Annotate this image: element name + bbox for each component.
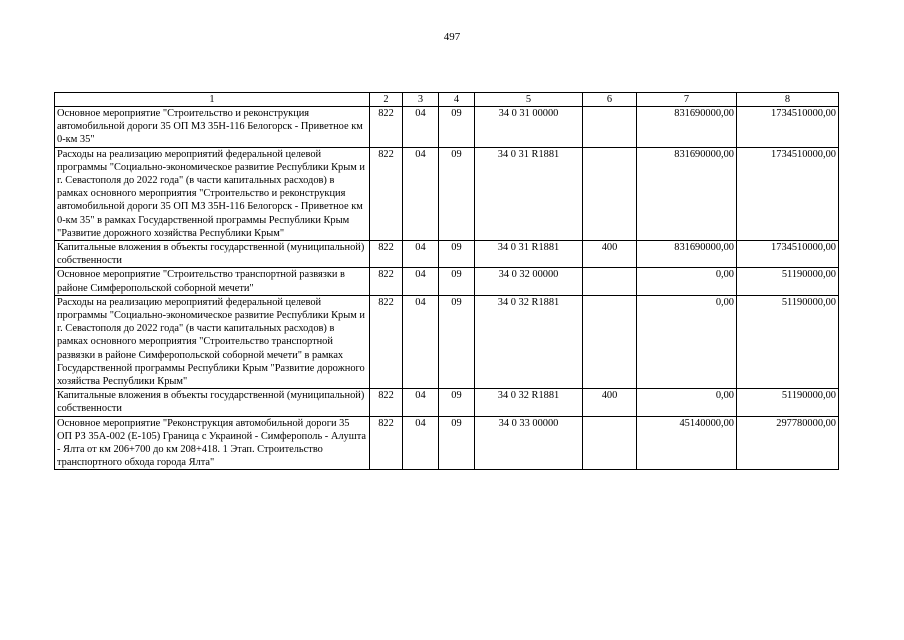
target-article-code: 34 0 31 00000 <box>475 107 583 148</box>
ministry-code: 822 <box>370 147 403 240</box>
subsection-code: 09 <box>439 416 475 470</box>
table-row <box>55 107 839 148</box>
amount-col-8: 51190000,00 <box>737 295 839 388</box>
target-article-code: 34 0 33 00000 <box>475 416 583 470</box>
expense-type-code <box>583 416 637 470</box>
subsection-code: 09 <box>439 241 475 268</box>
target-article-code: 34 0 32 00000 <box>475 268 583 295</box>
amount-col-8: 1734510000,00 <box>737 147 839 240</box>
amount-col-7: 831690000,00 <box>637 107 737 148</box>
amount-col-7: 831690000,00 <box>637 147 737 240</box>
expense-type-code <box>583 147 637 240</box>
section-code: 04 <box>403 147 439 240</box>
section-code: 04 <box>403 107 439 148</box>
item-name: Капитальные вложения в объекты государственной (муниципальной) собственности <box>55 389 370 416</box>
header-cell-7: 7 <box>637 93 737 107</box>
amount-col-7: 0,00 <box>637 295 737 388</box>
expense-type-code: 400 <box>583 389 637 416</box>
target-article-code: 34 0 31 R1881 <box>475 241 583 268</box>
ministry-code: 822 <box>370 107 403 148</box>
header-cell-6: 6 <box>583 93 637 107</box>
ministry-code: 822 <box>370 241 403 268</box>
section-code: 04 <box>403 389 439 416</box>
expense-type-code: 400 <box>583 241 637 268</box>
target-article-code: 34 0 32 R1881 <box>475 295 583 388</box>
expense-type-code <box>583 268 637 295</box>
ministry-code: 822 <box>370 416 403 470</box>
header-cell-1: 1 <box>55 93 370 107</box>
header-cell-8: 8 <box>737 93 839 107</box>
page-number: 497 <box>443 31 461 43</box>
header-row <box>55 93 839 107</box>
section-code: 04 <box>403 295 439 388</box>
item-name: Расходы на реализацию мероприятий федеральной целевой программы "Социально-экономическое развитие Республики Крым и г. Севастополя до 2022 года" (в части капитальных расходов) в рамках основного мероприятия "Строительство транспортной развязки в районе Симферопольской соборной мечети" в рамках Государственной программы Республики Крым "Развитие дорожного хозяйства Республики Крым" <box>55 295 370 388</box>
amount-col-7: 831690000,00 <box>637 241 737 268</box>
amount-col-7: 0,00 <box>637 268 737 295</box>
subsection-code: 09 <box>439 107 475 148</box>
table-row <box>55 389 839 416</box>
item-name: Основное мероприятие "Строительство и реконструкция автомобильной дороги 35 ОП МЗ 35Н-116 Белогорск - Приветное км 0-км 35" <box>55 107 370 148</box>
amount-col-7: 0,00 <box>637 389 737 416</box>
target-article-code: 34 0 31 R1881 <box>475 147 583 240</box>
section-code: 04 <box>403 241 439 268</box>
amount-col-8: 1734510000,00 <box>737 107 839 148</box>
item-name: Расходы на реализацию мероприятий федеральной целевой программы "Социально-экономическое развитие Республики Крым и г. Севастополя до 2022 года" (в части капитальных расходов) в рамках основного мероприятия "Строительство и реконструкция автомобильной дороги 35 ОП МЗ 35Н-116 Белогорск - Приветное км 0-км 35" в рамках Государственной программы Республики Крым "Развитие дорожного хозяйства Республики Крым" <box>55 147 370 240</box>
header-cell-4: 4 <box>439 93 475 107</box>
ministry-code: 822 <box>370 295 403 388</box>
ministry-code: 822 <box>370 268 403 295</box>
item-name: Основное мероприятие "Строительство транспортной развязки в районе Симферопольской соборной мечети" <box>55 268 370 295</box>
header-cell-2: 2 <box>370 93 403 107</box>
header-cell-5: 5 <box>475 93 583 107</box>
table-row <box>55 416 839 470</box>
subsection-code: 09 <box>439 147 475 240</box>
section-code: 04 <box>403 416 439 470</box>
subsection-code: 09 <box>439 389 475 416</box>
budget-table <box>54 92 839 470</box>
table-row <box>55 147 839 240</box>
section-code: 04 <box>403 268 439 295</box>
amount-col-8: 51190000,00 <box>737 268 839 295</box>
amount-col-8: 1734510000,00 <box>737 241 839 268</box>
item-name: Основное мероприятие "Реконструкция автомобильной дороги 35 ОП РЗ 35А-002 (Е-105) Граница с Украиной - Симферополь - Алушта - Ялта от км 206+700 до км 208+418. 1 Этап. Строительство транспортного обхода города Ялта" <box>55 416 370 470</box>
header-cell-3: 3 <box>403 93 439 107</box>
table-row <box>55 268 839 295</box>
ministry-code: 822 <box>370 389 403 416</box>
table-row <box>55 241 839 268</box>
amount-col-8: 297780000,00 <box>737 416 839 470</box>
amount-col-8: 51190000,00 <box>737 389 839 416</box>
table-row <box>55 295 839 388</box>
expense-type-code <box>583 107 637 148</box>
target-article-code: 34 0 32 R1881 <box>475 389 583 416</box>
expense-type-code <box>583 295 637 388</box>
subsection-code: 09 <box>439 295 475 388</box>
subsection-code: 09 <box>439 268 475 295</box>
amount-col-7: 45140000,00 <box>637 416 737 470</box>
item-name: Капитальные вложения в объекты государственной (муниципальной) собственности <box>55 241 370 268</box>
